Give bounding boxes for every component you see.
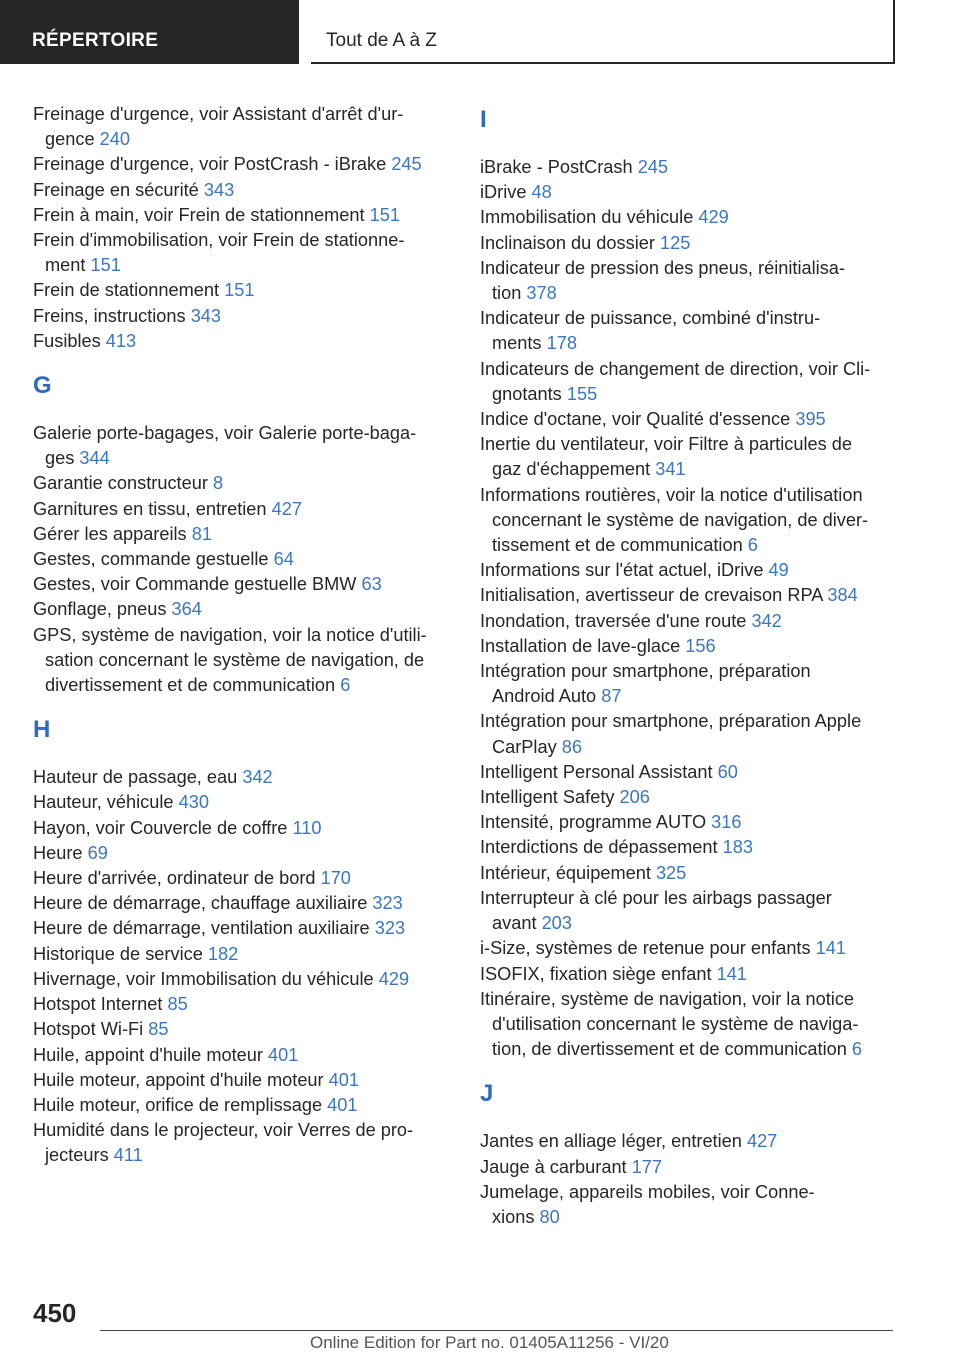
index-entry-text: Freinage d'urgence, voir PostCrash - iBrake	[33, 154, 387, 175]
page-reference-link[interactable]: 177	[631, 1156, 663, 1177]
page-reference-link[interactable]: 110	[292, 817, 322, 838]
index-entry-text: Initialisation, avertisseur de crevaison RPA	[480, 585, 823, 606]
index-entry	[480, 558, 892, 583]
index-entry-text: Itinéraire, système de navigation, voir la notice	[480, 988, 855, 1009]
header-subtitle: Tout de A à Z	[326, 30, 437, 51]
index-entry-text: ments	[492, 333, 542, 354]
index-entry	[480, 634, 892, 659]
index-entry-text: tion	[492, 283, 522, 304]
index-entry	[33, 866, 453, 891]
header-section-title: RÉPERTOIRE	[32, 30, 159, 51]
index-entry-text: Indicateur de puissance, combiné d'instru-	[480, 308, 821, 329]
index-entry	[33, 942, 453, 967]
index-entry-text: Hivernage, voir Immobilisation du véhicule	[33, 968, 374, 989]
page-reference-link[interactable]: 342	[751, 610, 782, 631]
index-entry-text: Jauge à carburant	[480, 1156, 627, 1177]
index-entry-text: Huile moteur, orifice de remplissage	[33, 1094, 323, 1115]
index-entry-text: Heure	[33, 842, 83, 863]
index-entry-text: Hotspot Internet	[33, 994, 163, 1015]
index-entry-text: tissement et de communication	[492, 535, 743, 556]
page-reference-link[interactable]: 401	[268, 1044, 299, 1065]
index-entry-text: Intensité, programme AUTO	[480, 812, 707, 833]
index-entry	[480, 583, 892, 608]
page-reference-link[interactable]: 182	[207, 943, 239, 964]
index-entry	[33, 623, 453, 699]
page-reference-link[interactable]: 413	[105, 330, 137, 351]
index-entry	[33, 278, 453, 303]
index-column-right	[480, 102, 892, 1230]
index-entry-text: Indicateurs de changement de direction, voir Cli-	[480, 358, 871, 379]
page-reference-link[interactable]: 245	[391, 154, 422, 175]
index-letter-heading: I	[480, 106, 487, 133]
index-entry-text: Frein de stationnement	[33, 280, 220, 301]
index-entry	[480, 1129, 892, 1154]
index-entry-text: gaz d'échappement	[492, 459, 651, 480]
index-entry-text: Hotspot Wi-Fi	[33, 1019, 144, 1040]
index-entry	[480, 659, 892, 709]
index-entry	[33, 304, 453, 329]
page-reference-link[interactable]: 323	[372, 893, 403, 914]
page-reference-link[interactable]: 427	[271, 498, 302, 519]
index-entry	[33, 1093, 453, 1118]
index-entry-text: gence	[45, 129, 95, 150]
index-entry-text: sation concernant le système de navigation, de	[45, 649, 425, 670]
index-entry	[33, 421, 453, 471]
index-entry-text: Intelligent Safety	[480, 787, 615, 808]
index-entry	[33, 790, 453, 815]
index-entry-text: concernant le système de navigation, de diver-	[492, 509, 869, 530]
page-reference-link[interactable]: 85	[167, 994, 188, 1015]
page-reference-link[interactable]: 156	[685, 635, 716, 656]
page-reference-link[interactable]: 203	[541, 913, 572, 934]
index-entry	[480, 785, 892, 810]
index-entry-text: d'utilisation concernant le système de naviga-	[492, 1013, 859, 1034]
page-reference-link[interactable]: 206	[619, 787, 650, 808]
page-reference-link[interactable]: 341	[655, 459, 686, 480]
index-entry-text: tion, de divertissement et de communication	[492, 1039, 847, 1060]
index-entry	[480, 886, 892, 936]
index-entry	[480, 306, 892, 356]
page-reference-link[interactable]: 429	[698, 207, 729, 228]
page-reference-link[interactable]: 240	[99, 129, 130, 150]
index-entry-text: Jumelage, appareils mobiles, voir Conne-	[480, 1181, 815, 1202]
index-entry-text: Intégration pour smartphone, préparation Apple	[480, 711, 862, 732]
index-entry-text: CarPlay	[492, 736, 557, 757]
index-entry	[33, 1017, 453, 1042]
page-reference-link[interactable]: 342	[242, 767, 273, 788]
page-reference-link[interactable]: 395	[795, 409, 826, 430]
index-entry	[33, 228, 453, 278]
index-entry-text: iDrive	[480, 182, 527, 203]
index-entry-text: jecteurs	[45, 1145, 109, 1166]
index-entry	[33, 1118, 453, 1168]
page-reference-link[interactable]: 178	[546, 333, 577, 354]
page-reference-link[interactable]: 60	[717, 761, 738, 782]
index-entry	[480, 205, 892, 230]
index-entry-text: Freinage en sécurité	[33, 179, 199, 200]
page-reference-link[interactable]: 343	[190, 305, 222, 326]
index-entry-text: Fusibles	[33, 330, 101, 351]
index-entry-text: Heure d'arrivée, ordinateur de bord	[33, 868, 316, 889]
index-entry	[33, 497, 453, 522]
index-entry	[480, 609, 892, 634]
index-entry-text: Freinage d'urgence, voir Assistant d'arrêt d'ur-	[33, 104, 404, 124]
footer-edition: Online Edition for Part no. 01405A11256 - VI/20	[310, 1333, 669, 1352]
index-entry	[480, 810, 892, 835]
page-reference-link[interactable]: 6	[747, 535, 758, 556]
index-entry-text: Historique de service	[33, 943, 203, 964]
index-entry	[480, 256, 892, 306]
index-entry	[33, 816, 453, 841]
index-entry	[33, 203, 453, 228]
index-entry	[480, 962, 892, 987]
index-entry	[33, 572, 453, 597]
index-entry	[33, 765, 453, 790]
page-reference-link[interactable]: 141	[815, 938, 847, 959]
index-entry-text: Hauteur, véhicule	[33, 792, 174, 813]
index-entry-text: Galerie porte-bagages, voir Galerie porte-baga-	[33, 423, 417, 444]
header-section-tab	[0, 0, 299, 64]
index-entry-text: Intelligent Personal Assistant	[480, 761, 713, 782]
page-number: 450	[33, 1298, 77, 1328]
index-entry-text: Informations sur l'état actuel, iDrive	[480, 560, 764, 581]
index-letter-heading: H	[33, 716, 51, 744]
page-reference-link[interactable]: 8	[212, 473, 224, 494]
page-reference-link[interactable]: 151	[90, 255, 121, 276]
index-entry-text: Hauteur de passage, eau	[33, 767, 238, 788]
index-entry-text: Intérieur, équipement	[480, 862, 651, 883]
index-entry	[33, 916, 453, 941]
page-reference-link[interactable]: 325	[655, 862, 687, 883]
index-entry	[480, 180, 892, 205]
page-reference-link[interactable]: 430	[178, 792, 209, 813]
index-entry-text: Huile, appoint d'huile moteur	[33, 1044, 263, 1065]
index-entry	[480, 760, 892, 785]
page-reference-link[interactable]: 85	[148, 1019, 169, 1040]
index-entry-text: Freins, instructions	[33, 305, 186, 326]
index-entry-text: Frein à main, voir Frein de stationnement	[33, 204, 365, 225]
index-entry-text: Hayon, voir Couvercle de coffre	[33, 817, 288, 838]
index-entry-text: Indicateur de pression des pneus, réinitialisa-	[480, 257, 845, 278]
index-entry-text: Inertie du ventilateur, voir Filtre à particules de	[480, 434, 853, 455]
index-entry	[33, 471, 453, 496]
index-entry-text: avant	[492, 913, 537, 934]
page-reference-link[interactable]: 80	[539, 1206, 560, 1227]
index-entry-text: Intégration pour smartphone, préparation	[480, 661, 811, 682]
page-reference-link[interactable]: 384	[827, 585, 858, 606]
index-entry-text: Inondation, traversée d'une route	[480, 610, 747, 631]
index-entry-text: Inclinaison du dossier	[480, 232, 655, 253]
page-reference-link[interactable]: 141	[716, 963, 747, 984]
page-reference-link[interactable]: 64	[273, 549, 294, 570]
page-reference-link[interactable]: 323	[374, 918, 406, 939]
index-column-left	[33, 102, 453, 1169]
index-entry	[33, 967, 453, 992]
page-reference-link[interactable]: 6	[340, 675, 351, 696]
page-reference-link[interactable]: 401	[327, 1094, 358, 1115]
index-entry-text: gnotants	[492, 383, 562, 404]
index-entry-text: Interdictions de dépassement	[480, 837, 718, 858]
index-entry-text: iBrake - PostCrash	[480, 157, 633, 177]
index-entry-text: GPS, système de navigation, voir la notice d'utili-	[33, 624, 427, 645]
page-reference-link[interactable]: 48	[531, 182, 552, 203]
page-reference-link[interactable]: 6	[851, 1039, 863, 1060]
page-reference-link[interactable]: 316	[711, 812, 742, 833]
index-entry	[480, 861, 892, 886]
index-entry-text: Humidité dans le projecteur, voir Verres de pro-	[33, 1120, 414, 1141]
index-entry	[33, 152, 453, 177]
page-reference-link[interactable]: 183	[722, 837, 754, 858]
index-entry	[480, 155, 892, 180]
index-entry	[33, 547, 453, 572]
index-entry	[480, 936, 892, 961]
page-reference-link[interactable]: 125	[659, 232, 691, 253]
index-entry-text: ges	[45, 448, 75, 469]
index-entry	[33, 1043, 453, 1068]
index-entry	[480, 432, 892, 482]
page-reference-link[interactable]: 364	[171, 599, 202, 620]
index-entry	[480, 835, 892, 860]
index-entry	[33, 992, 453, 1017]
index-entry-text: Garnitures en tissu, entretien	[33, 498, 267, 519]
index-entry-text: ISOFIX, fixation siège enfant	[480, 963, 712, 984]
footer-divider	[100, 1330, 893, 1331]
page-reference-link[interactable]: 401	[328, 1069, 360, 1090]
page-reference-link[interactable]: 378	[526, 283, 557, 304]
index-entry	[33, 522, 453, 547]
index-entry	[480, 1155, 892, 1180]
index-entry-text: Gonflage, pneus	[33, 599, 167, 620]
index-entry	[33, 329, 453, 354]
index-entry	[33, 102, 453, 152]
index-entry-text: Immobilisation du véhicule	[480, 207, 694, 228]
page-reference-link[interactable]: 427	[746, 1131, 778, 1152]
page-reference-link[interactable]: 69	[87, 842, 108, 863]
index-entry-text: Interrupteur à clé pour les airbags passager	[480, 887, 832, 908]
index-entry-text: xions	[492, 1206, 535, 1227]
index-entry	[33, 1068, 453, 1093]
index-entry-text: Heure de démarrage, ventilation auxiliaire	[33, 918, 370, 939]
page-reference-link[interactable]: 151	[369, 204, 400, 225]
header-subtitle-box	[311, 0, 895, 64]
index-entry	[480, 709, 892, 759]
index-entry	[480, 231, 892, 256]
index-entry	[33, 841, 453, 866]
page-reference-link[interactable]: 343	[203, 179, 235, 200]
page-reference-link[interactable]: 411	[113, 1145, 143, 1166]
index-entry-text: Frein d'immobilisation, voir Frein de stationne-	[33, 230, 405, 251]
page-reference-link[interactable]: 87	[601, 686, 622, 707]
page-reference-link[interactable]: 170	[320, 868, 351, 889]
index-entry-text: Garantie constructeur	[33, 473, 208, 494]
index-entry	[33, 597, 453, 622]
page-reference-link[interactable]: 155	[566, 383, 598, 404]
page-reference-link[interactable]: 81	[191, 523, 212, 544]
page-reference-link[interactable]: 63	[361, 574, 382, 595]
index-entry	[480, 357, 892, 407]
page-reference-link[interactable]: 151	[224, 280, 255, 301]
page-reference-link[interactable]: 86	[561, 736, 582, 757]
index-letter-heading: J	[480, 1080, 494, 1108]
page-reference-link[interactable]: 429	[378, 968, 410, 989]
index-entry	[480, 987, 892, 1063]
index-entry	[480, 407, 892, 432]
index-entry	[33, 178, 453, 203]
index-entry-text: divertissement et de communication	[45, 675, 336, 696]
index-entry-text: Indice d'octane, voir Qualité d'essence	[480, 409, 791, 430]
index-entry-text: ment	[45, 255, 86, 276]
index-entry-text: Gérer les appareils	[33, 523, 187, 544]
index-entry-text: i-Size, systèmes de retenue pour enfants	[480, 938, 811, 959]
page-reference-link[interactable]: 245	[637, 157, 669, 177]
page-reference-link[interactable]: 49	[768, 560, 789, 581]
index-entry-text: Jantes en alliage léger, entretien	[480, 1131, 742, 1152]
index-entry-text: Huile moteur, appoint d'huile moteur	[33, 1069, 324, 1090]
index-entry-text: Informations routières, voir la notice d'utilisation	[480, 484, 863, 505]
index-entry	[480, 1180, 892, 1230]
index-entry	[480, 483, 892, 559]
index-letter-heading: G	[33, 372, 52, 400]
index-entry-text: Android Auto	[492, 686, 597, 707]
index-entry-text: Installation de lave-glace	[480, 635, 681, 656]
index-entry	[33, 891, 453, 916]
index-entry-text: Gestes, voir Commande gestuelle BMW	[33, 574, 357, 595]
page-reference-link[interactable]: 344	[79, 448, 110, 469]
index-entry-text: Heure de démarrage, chauffage auxiliaire	[33, 893, 368, 914]
index-entry-text: Gestes, commande gestuelle	[33, 549, 269, 570]
